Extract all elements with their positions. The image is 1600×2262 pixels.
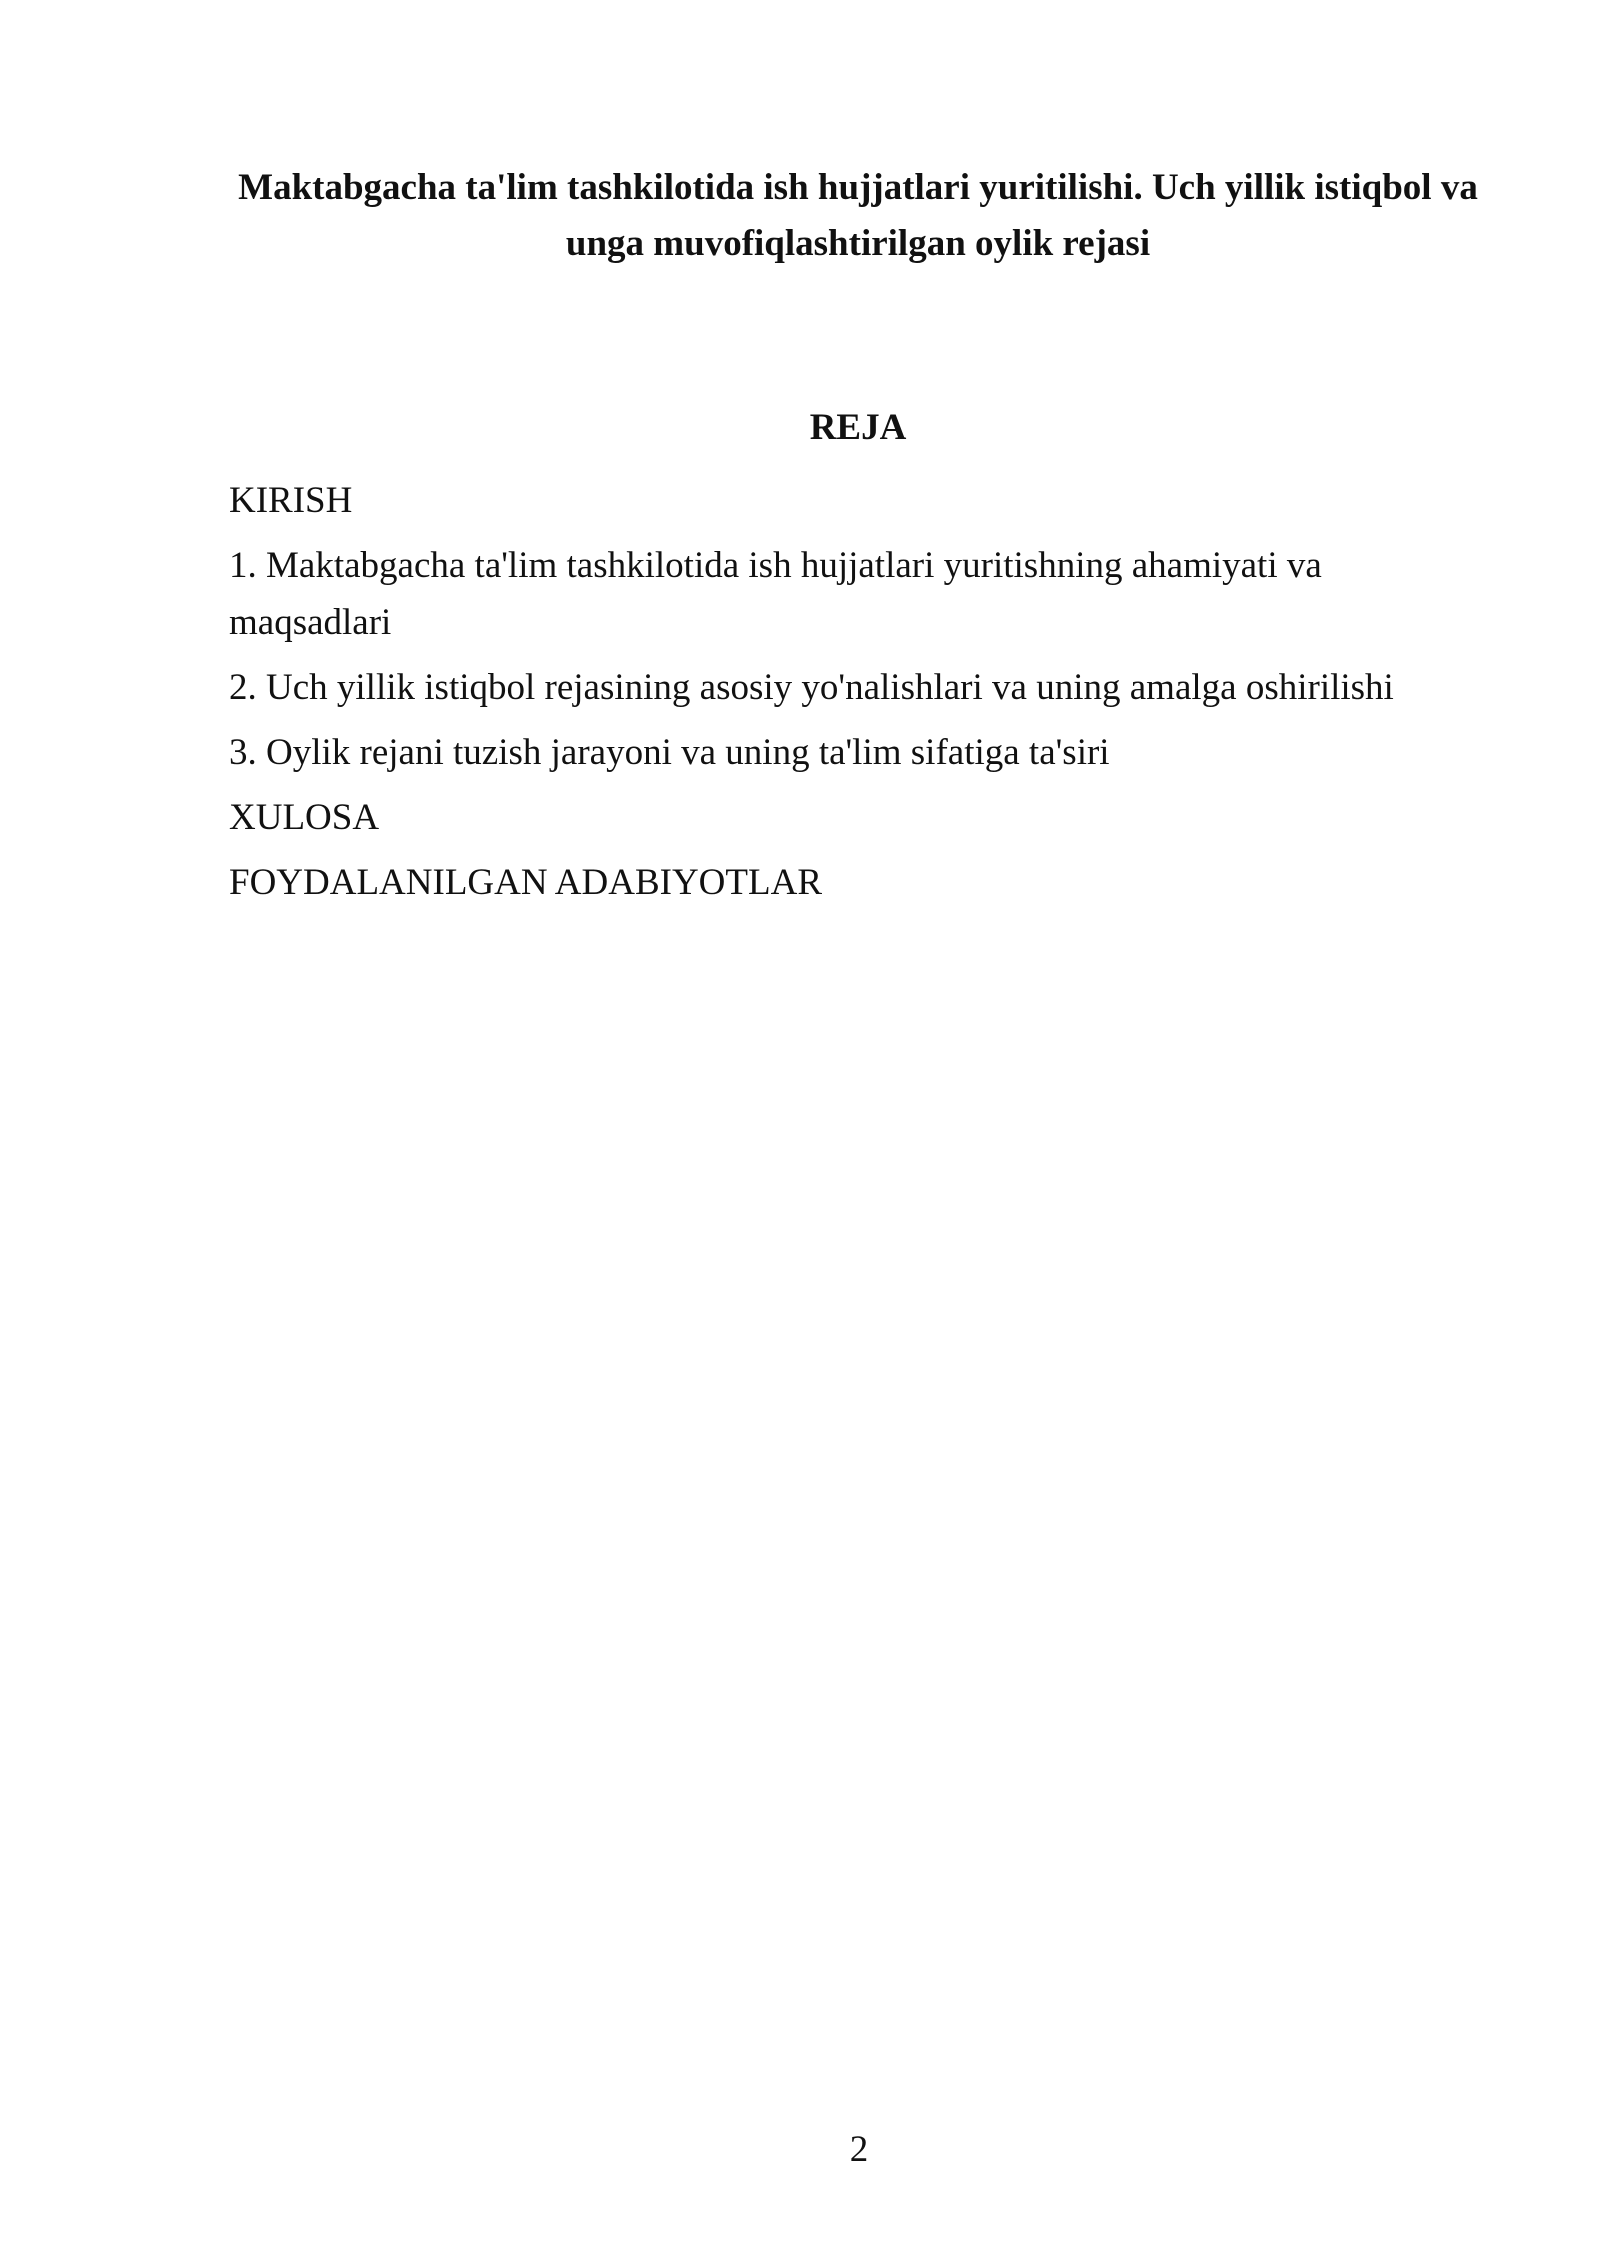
plan-item-references: FOYDALANILGAN ADABIYOTLAR bbox=[229, 862, 822, 903]
plan-item-3: 3. Oylik rejani tuzish jarayoni va uning ta'lim sifatiga ta'siri bbox=[229, 732, 1110, 773]
plan-item-2: 2. Uch yillik istiqbol rejasining asosiy yo'nalishlari va uning amalga oshirilishi bbox=[229, 667, 1394, 708]
plan-item-intro: KIRISH bbox=[229, 480, 353, 521]
plan-list bbox=[229, 472, 1459, 919]
plan-heading: REJA bbox=[809, 407, 907, 448]
page-number: 2 bbox=[849, 2129, 869, 2170]
plan-item-1: 1. Maktabgacha ta'lim tashkilotida ish hujjatlari yuritishning ahamiyati va maqsadlari bbox=[229, 545, 1322, 643]
document-title: Maktabgacha ta'lim tashkilotida ish hujjatlari yuritilishi. Uch yillik istiqbol va unga muvofiqlashtirilgan oylik rejasi bbox=[238, 167, 1478, 264]
plan-item-conclusion: XULOSA bbox=[229, 797, 380, 838]
